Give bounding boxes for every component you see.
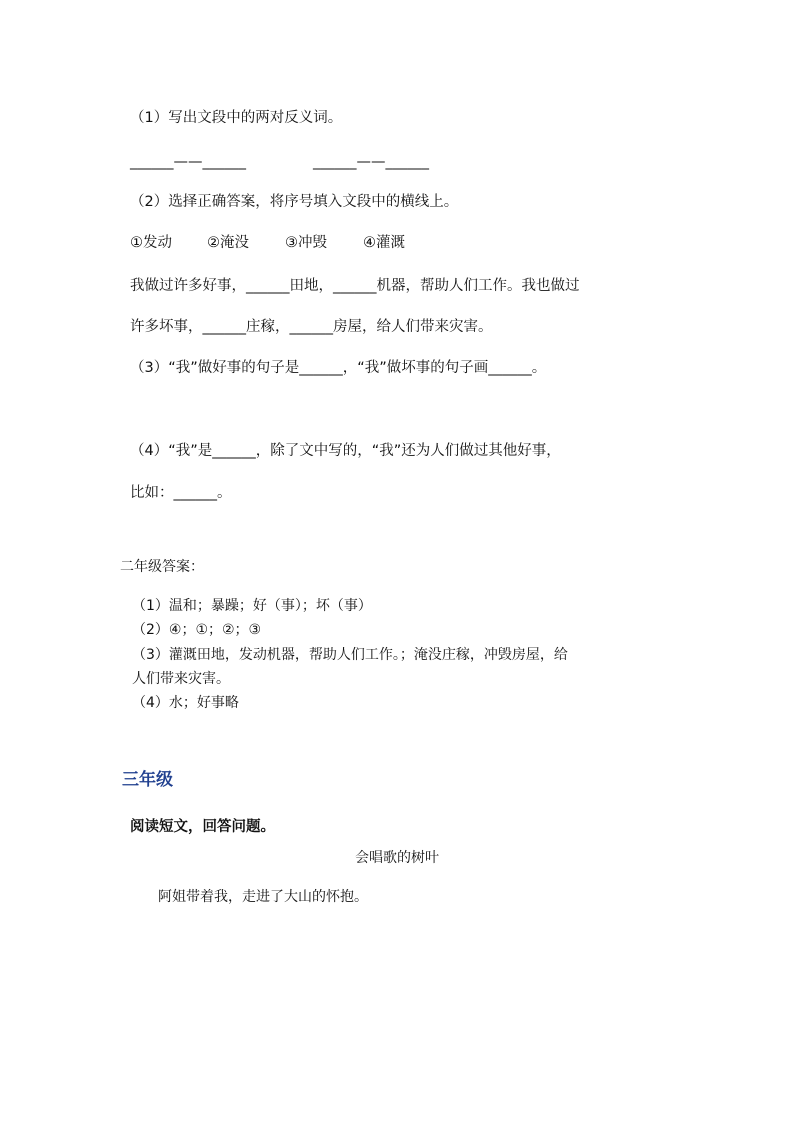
passage-line-2: 许多坏事，______庄稼，______房屋，给人们带来灾害。 (130, 319, 493, 335)
story-first-line: 阿姐带着我，走进了大山的怀抱。 (158, 889, 368, 905)
answers-label: 二年级答案： (120, 559, 204, 575)
option-4: ④灌溉 (363, 235, 405, 251)
question-1: （1）写出文段中的两对反义词。 (130, 110, 343, 126)
answer-4: （4）水；好事略 (132, 695, 239, 711)
option-1: ①发动 (130, 235, 172, 251)
answer-2: （2）④；①；②；③ (132, 622, 262, 638)
answer-3-line-2: 人们带来灾害。 (132, 671, 230, 687)
answer-3-line-1: （3）灌溉田地，发动机器，帮助人们工作。；淹没庄稼，冲毁房屋，给 (132, 647, 568, 663)
question-3: （3）“我”做好事的句子是______，“我”做坏事的句子画______。 (130, 360, 547, 376)
answer-1: （1）温和；暴躁；好（事）；坏（事） (132, 598, 372, 614)
question-4-line-1: （4）“我”是______，除了文中写的，“我”还为人们做过其他好事， (130, 443, 561, 459)
option-3: ③冲毁 (285, 235, 327, 251)
reading-instruction: 阅读短文，回答问题。 (130, 818, 275, 835)
passage-line-1: 我做过许多好事，______田地，______机器，帮助人们工作。我也做过 (130, 278, 580, 294)
question-4-line-2: 比如：______。 (130, 485, 232, 501)
question-1-blank-a: ______——______ (130, 154, 246, 170)
question-2: （2）选择正确答案，将序号填入文段中的横线上。 (130, 194, 459, 210)
story-title: 会唱歌的树叶 (355, 850, 439, 866)
question-1-blank-b: ______——______ (313, 154, 429, 170)
grade3-heading: 三年级 (122, 770, 173, 790)
option-2: ②淹没 (207, 235, 249, 251)
